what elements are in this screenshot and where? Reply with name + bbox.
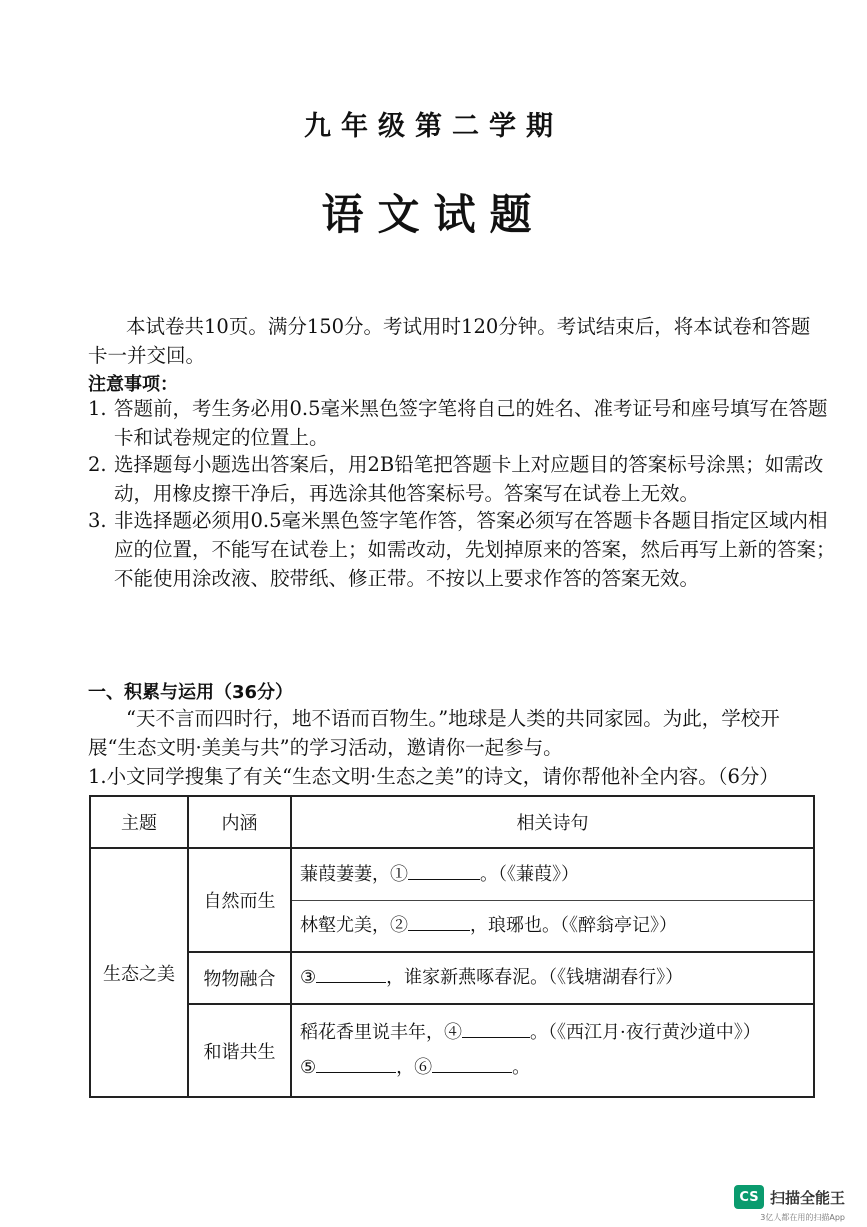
verse-cell xyxy=(291,848,814,952)
answer-blank-6[interactable] xyxy=(432,1054,512,1073)
table-header-row xyxy=(90,796,814,848)
scanner-watermark xyxy=(734,1185,845,1209)
blank-number: ④ xyxy=(444,1022,462,1044)
verse-text: 稻花香里说丰年， xyxy=(300,1022,444,1044)
notice-item-number: 3. xyxy=(88,509,107,532)
verse-line xyxy=(292,901,813,951)
section-intro: “天不言而四时行，地不语而百物生。”地球是人类的共同家园。为此，学校开展“生态文明·美美与共”的学习活动，邀请你一起参与。 xyxy=(88,707,780,759)
answer-blank-1[interactable] xyxy=(408,861,480,880)
verse-cell xyxy=(291,1004,814,1097)
exam-title: 语文试题 xyxy=(321,190,546,239)
table-header-cell: 相关诗句 xyxy=(291,796,814,848)
verse-text: 林壑尤美， xyxy=(300,914,390,936)
question-1: 1.小文同学搜集了有关“生态文明·生态之美”的诗文，请你帮他补全内容。（6分） xyxy=(88,765,779,788)
scanner-tagline: 3亿人都在用的扫描App xyxy=(760,1213,845,1222)
table-row xyxy=(90,848,814,952)
table-row xyxy=(90,952,814,1004)
table-header-cell: 主题 xyxy=(90,796,188,848)
verse-text: 。（《蒹葭》） xyxy=(480,863,579,885)
poem-table xyxy=(89,795,815,1098)
verse-text: 蒹葭萋萋， xyxy=(300,863,390,885)
verse-cell xyxy=(291,952,814,1004)
blank-number: ③ xyxy=(300,967,317,989)
verse-text: 。 xyxy=(512,1057,531,1079)
notice-item-3 xyxy=(88,506,844,593)
scanner-logo-icon: CS xyxy=(734,1185,764,1209)
meaning-cell: 和谐共生 xyxy=(188,1004,291,1097)
notice-heading: 注意事项： xyxy=(88,374,178,395)
verse-text: ，谁家新燕啄春泥。（《钱塘湖春行》） xyxy=(386,967,684,989)
exam-intro: 本试卷共10页。满分150分。考试用时120分钟。考试结束后，将本试卷和答题卡一并交回。 xyxy=(88,315,811,367)
answer-blank-2[interactable] xyxy=(408,912,470,931)
blank-number: ⑥ xyxy=(414,1057,433,1079)
answer-blank-3[interactable] xyxy=(316,964,386,983)
notice-item-text: 选择题每小题选出答案后，用2B铅笔把答题卡上对应题目的答案标号涂黑；如需改动，用橡皮擦干净后，再选涂其他答案标号。答案写在试卷上无效。 xyxy=(114,453,824,505)
blank-number: ⑤ xyxy=(300,1057,317,1079)
blank-number: ② xyxy=(390,914,408,936)
verse-line xyxy=(300,1050,805,1085)
meaning-cell: 自然而生 xyxy=(188,848,291,952)
notice-item-number: 1. xyxy=(88,397,107,420)
exam-grade: 九年级第二学期 xyxy=(304,111,563,142)
table-row xyxy=(90,1004,814,1097)
table-header-cell: 内涵 xyxy=(188,796,291,848)
scanner-name: 扫描全能王 xyxy=(769,1188,845,1207)
section-heading: 一、积累与运用（36分） xyxy=(88,682,294,703)
answer-blank-5[interactable] xyxy=(316,1054,396,1073)
blank-number: ① xyxy=(390,863,408,885)
meaning-cell: 物物融合 xyxy=(188,952,291,1004)
notice-item-2 xyxy=(88,450,844,508)
verse-text: ，琅琊也。（《醉翁亭记》） xyxy=(470,914,677,936)
verse-line xyxy=(300,1015,805,1050)
answer-blank-4[interactable] xyxy=(462,1019,530,1038)
theme-cell: 生态之美 xyxy=(90,848,188,1097)
verse-text: ， xyxy=(396,1057,415,1079)
verse-text: 。（《西江月·夜行黄沙道中》） xyxy=(530,1022,761,1044)
notice-item-text: 非选择题必须用0.5毫米黑色签字笔作答，答案必须写在答题卡各题目指定区域内相应的位置，不能写在试卷上；如需改动，先划掉原来的答案，然后再写上新的答案；不能使用涂改液、胶带纸、修正带。不按以上要求作答的答案无效。 xyxy=(114,509,836,590)
notice-item-text: 答题前，考生务必用0.5毫米黑色签字笔将自己的姓名、准考证号和座号填写在答题卡和试卷规定的位置上。 xyxy=(114,397,828,449)
notice-item-1 xyxy=(88,394,844,452)
notice-item-number: 2. xyxy=(88,453,107,476)
verse-line xyxy=(292,850,813,901)
